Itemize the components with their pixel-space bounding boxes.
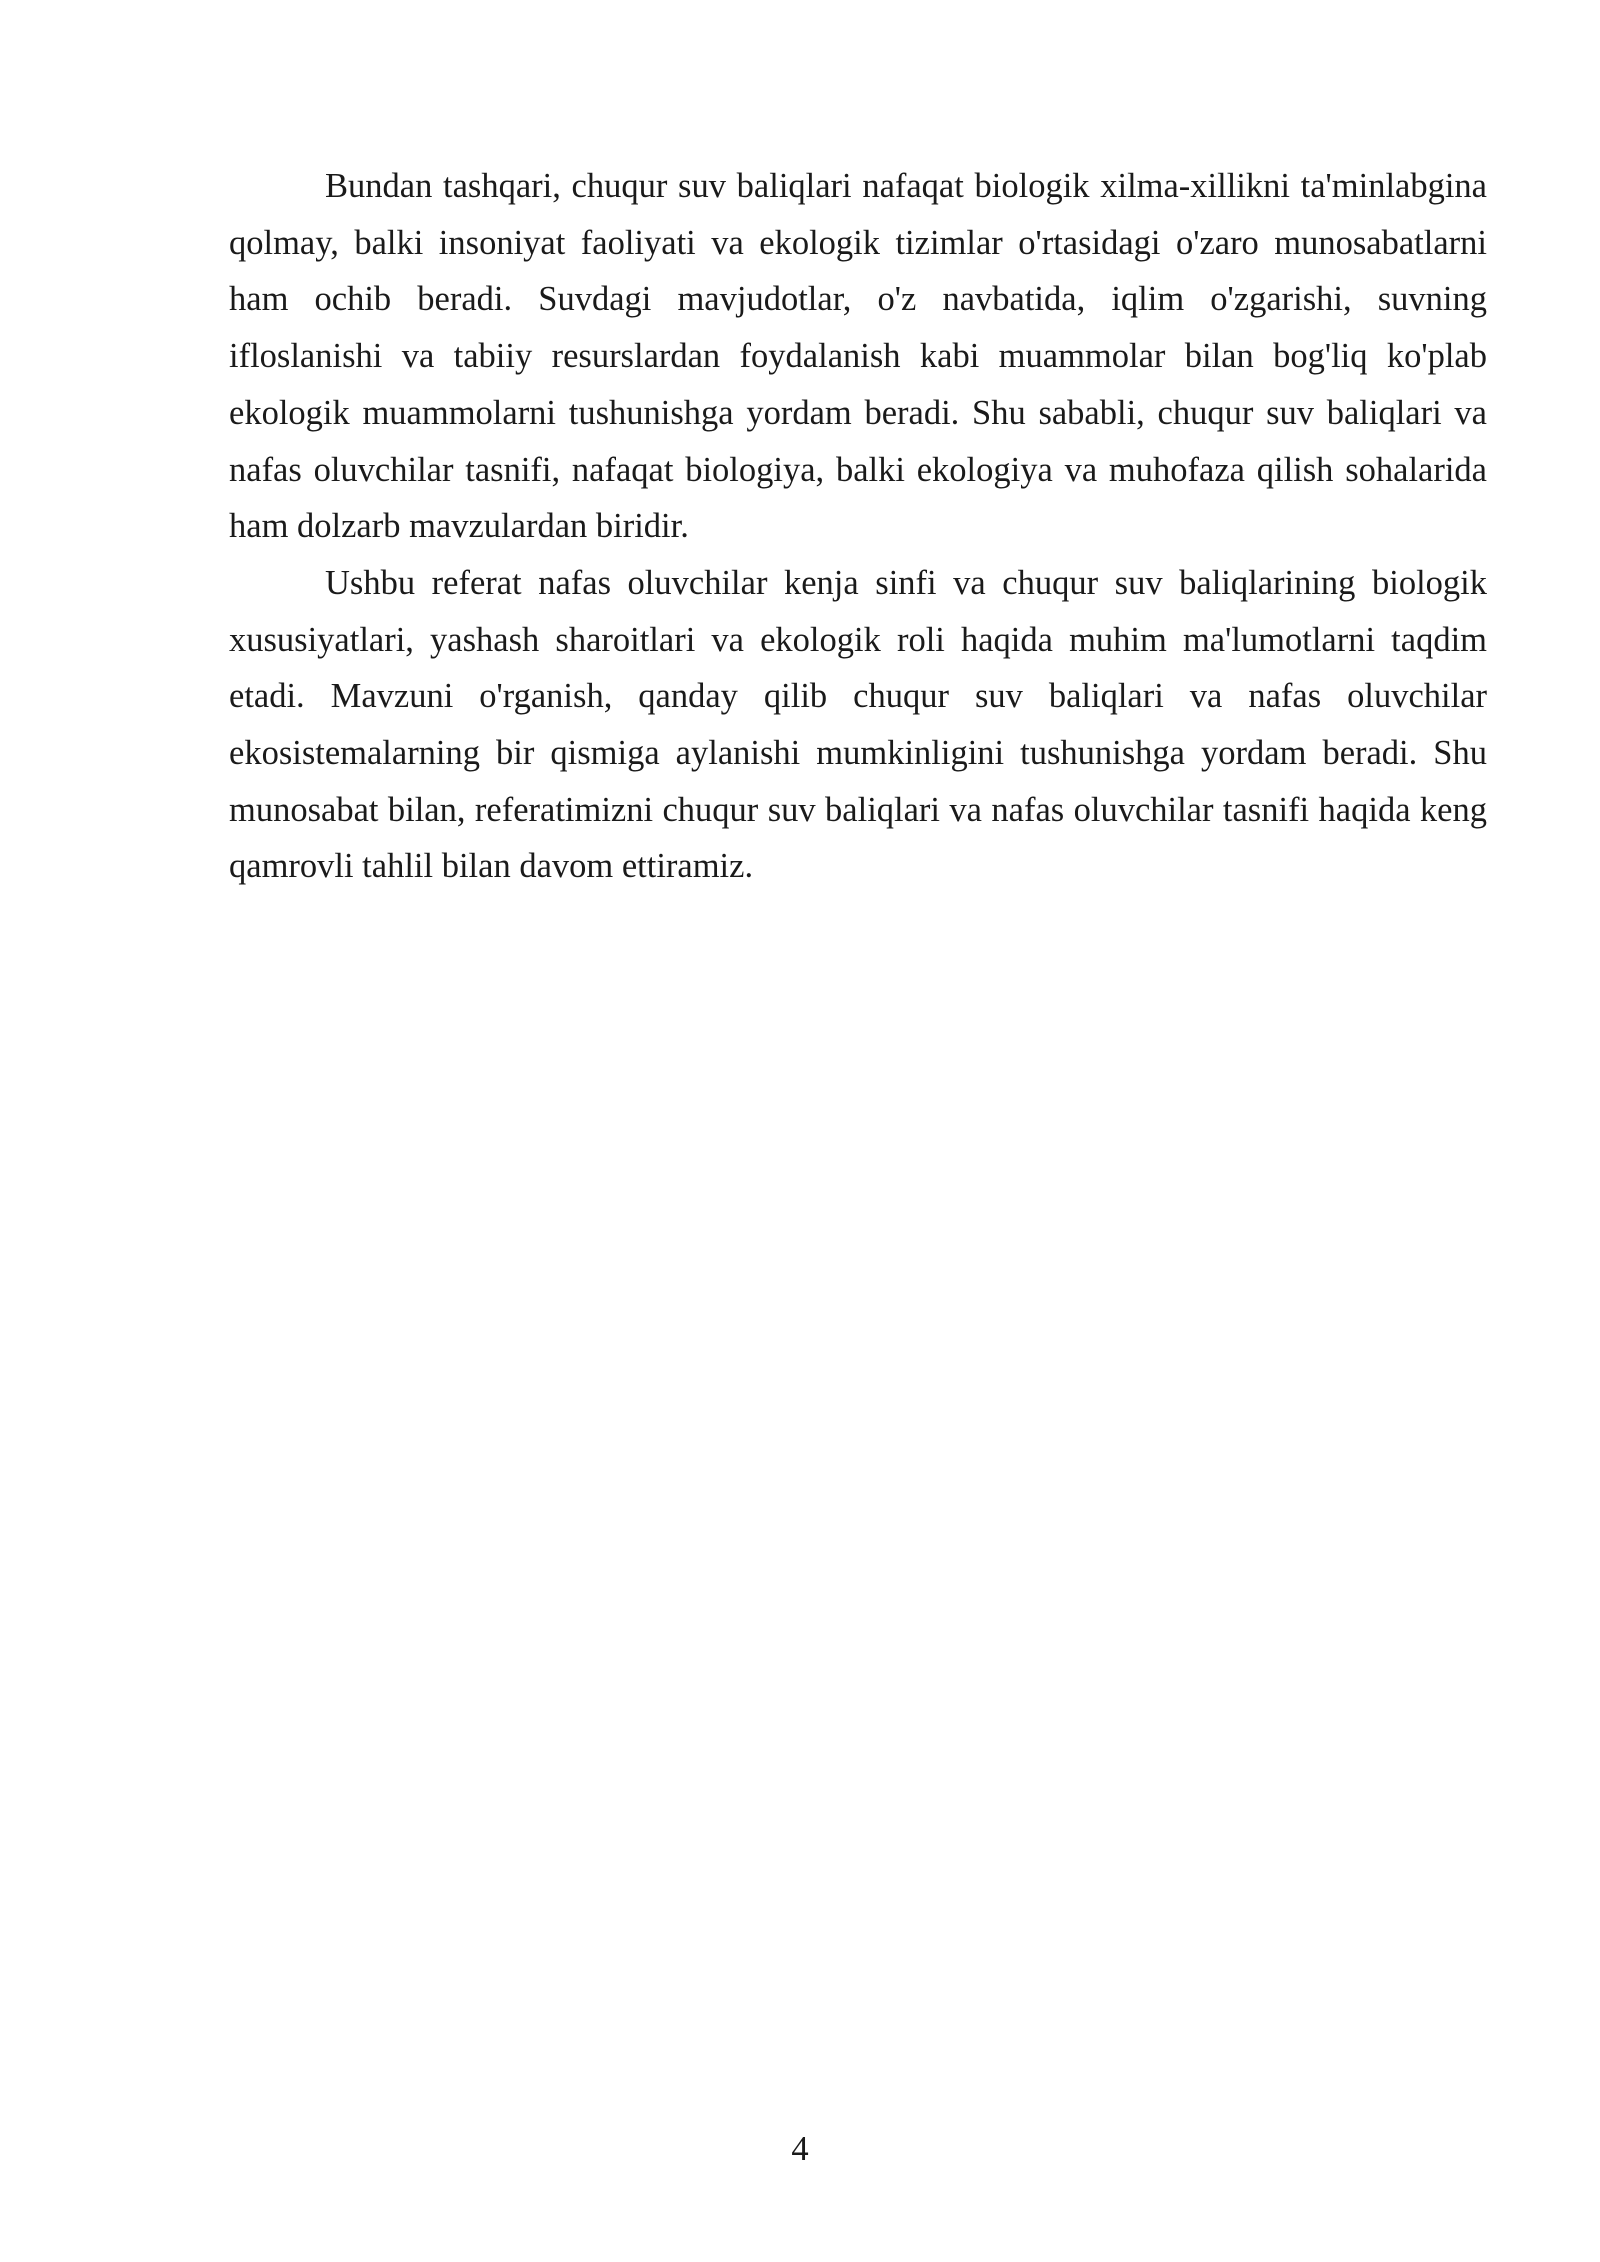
page-number: 4 <box>791 2130 809 2168</box>
paragraph-2: Ushbu referat nafas oluvchilar kenja sinfi va chuqur suv baliqlarining biologik xususiyatlari, yashash sharoitlari va ekologik roli haqida muhim ma'lumotlarni taqdim etadi. Mavzuni o'rganish, qanday qilib chuqur suv baliqlari va nafas oluvchilar ekosistemalarning bir qismiga aylanishi mumkinligini tushunishga yordam beradi. Shu munosabat bilan, referatimizni chuqur suv baliqlari va nafas oluvchilar tasnifi haqida keng qamrovli tahlil bilan davom ettiramiz. <box>229 563 1487 886</box>
paragraph-1: Bundan tashqari, chuqur suv baliqlari nafaqat biologik xilma-xillikni ta'minlabgina qolmay, balki insoniyat faoliyati va ekologik tizimlar o'rtasidagi o'zaro munosabatlarni ham ochib beradi. Suvdagi mavjudotlar, o'z navbatida, iqlim o'zgarishi, suvning ifloslanishi va tabiiy resurslardan foydalanish kabi muammolar bilan bog'liq ko'plab ekologik muammolarni tushunishga yordam beradi. Shu sababli, chuqur suv baliqlari va nafas oluvchilar tasnifi, nafaqat biologiya, balki ekologiya va muhofaza qilish sohalarida ham dolzarb mavzulardan biridir. <box>229 167 1487 546</box>
body-text <box>229 158 1487 895</box>
